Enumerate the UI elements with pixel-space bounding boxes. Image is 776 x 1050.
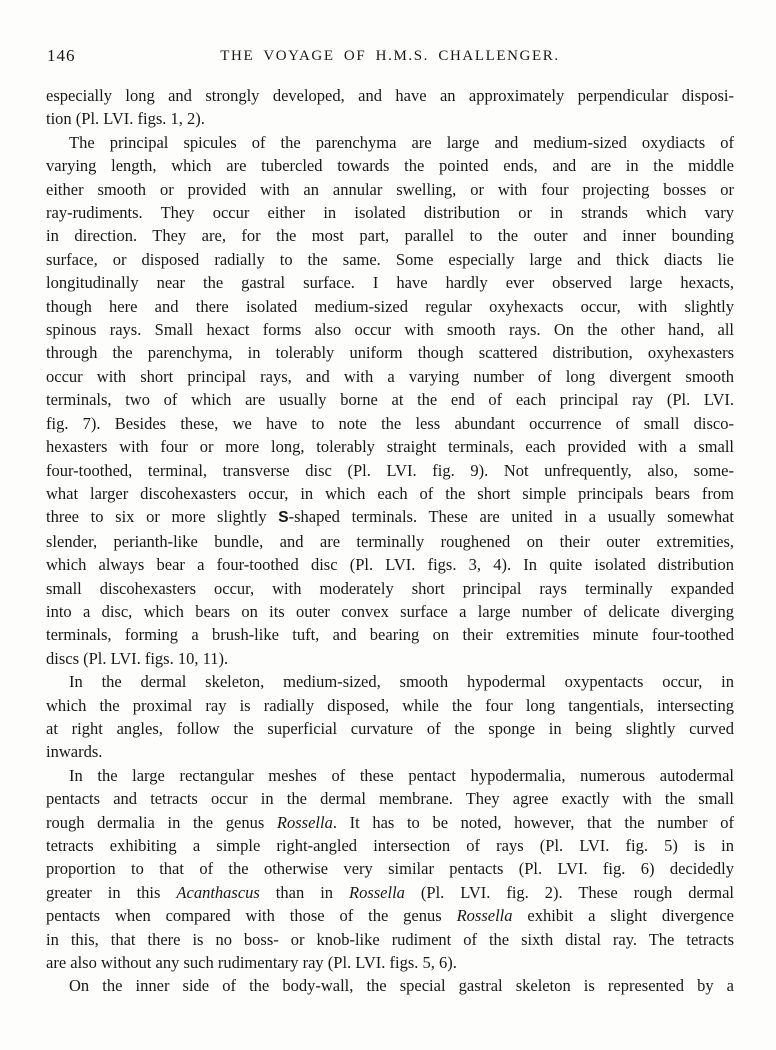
text-line: into a disc, which bears on its outer convex surface a large number of delicate diverging — [46, 601, 734, 621]
text-line: four-toothed, terminal, transverse disc (Pl. LVI. fig. 9). Not unfrequently, also, some- — [46, 460, 734, 480]
text-line: slender, perianth-like bundle, and are terminally roughened on their outer extremities, — [46, 531, 734, 551]
text-line: through the parenchyma, in tolerably uniform though scattered distribution, oxyhexasters — [46, 343, 734, 363]
text-line: In the dermal skeleton, medium-sized, smooth hypodermal oxypentacts occur, in — [69, 672, 734, 692]
text-line: pentacts and tetracts occur in the dermal membrane. They agree exactly with the small — [46, 789, 734, 809]
text-line: though here and there isolated medium-sized regular oxyhexacts occur, with slightly — [46, 296, 734, 316]
text-line: small discohexasters occur, with moderately short principal rays terminally expanded — [46, 578, 734, 598]
running-head — [46, 46, 734, 68]
text-line: occur with short principal rays, and with a varying number of long divergent smooth — [46, 366, 734, 386]
text-line: at right angles, follow the superficial curvature of the sponge in being slightly curved — [46, 718, 734, 738]
running-title: THE VOYAGE OF H.M.S. CHALLENGER. — [220, 48, 560, 64]
text-line: in direction. They are, for the most part, parallel to the outer and inner bounding — [46, 226, 734, 246]
paragraph — [46, 670, 734, 764]
page-number: 146 — [47, 46, 76, 65]
text-line: especially long and strongly developed, and have an approximately perpendicular disposi- — [46, 86, 734, 105]
text-line: are also without any such rudimentary ray (Pl. LVI. figs. 5, 6). — [46, 953, 457, 973]
text-line: fig. 7). Besides these, we have to note the less abundant occurrence of small disco- — [46, 413, 734, 433]
text-line: rough dermalia in the genus Rossella. It has to be noted, however, that the number of — [46, 812, 734, 832]
text-line: terminals, forming a brush-like tuft, and bearing on their extremities minute four-toothed — [46, 625, 734, 645]
text-line: terminals, two of which are usually borne at the end of each principal ray (Pl. LVI. — [46, 390, 734, 410]
text-line: pentacts when compared with those of the genus Rossella exhibit a slight divergence — [46, 906, 734, 926]
text-line: either smooth or provided with an annular swelling, or with four projecting bosses or — [46, 179, 734, 199]
text-line: varying length, which are tubercled towards the pointed ends, and are in the middle — [46, 156, 734, 176]
text-line: proportion to that of the otherwise very similar pentacts (Pl. LVI. fig. 6) decidedly — [46, 859, 734, 879]
text-line: spinous rays. Small hexact forms also occur with smooth rays. On the other hand, all — [46, 320, 734, 340]
text-line: three to six or more slightly S-shaped terminals. These are united in a usually somewhat — [46, 507, 734, 527]
paragraph — [46, 131, 734, 670]
text-line: which always bear a four-toothed disc (Pl. LVI. figs. 3, 4). In quite isolated distribution — [46, 555, 734, 575]
paragraph — [46, 84, 734, 131]
text-line: tion (Pl. LVI. figs. 1, 2). — [46, 109, 205, 129]
paragraph — [46, 764, 734, 975]
text-line: hexasters with four or more long, tolerably straight terminals, each provided with a small — [46, 437, 734, 457]
text-line: ray-rudiments. They occur either in isolated distribution or in strands which vary — [46, 203, 734, 223]
text-line: discs (Pl. LVI. figs. 10, 11). — [46, 648, 229, 668]
text-line: surface, or disposed radially to the same. Some especially large and thick diacts lie — [46, 249, 734, 269]
text-line: The principal spicules of the parenchyma are large and medium-sized oxydiacts of — [69, 132, 734, 152]
text-block — [46, 84, 734, 998]
text-line: greater in this Acanthascus than in Rossella (Pl. LVI. fig. 2). These rough dermal — [46, 882, 735, 902]
sans-serif-S-glyph: S — [278, 509, 289, 527]
text-line: inwards. — [46, 742, 103, 762]
text-line: longitudinally near the gastral surface. I have hardly ever observed large hexacts, — [46, 273, 734, 293]
paragraph — [46, 974, 734, 997]
text-line: On the inner side of the body-wall, the special gastral skeleton is represented by a — [69, 976, 734, 996]
text-line: In the large rectangular meshes of these pentact hypodermalia, numerous autodermal — [69, 765, 734, 785]
text-line: tetracts exhibiting a simple right-angled intersection of rays (Pl. LVI. fig. 5) is in — [46, 836, 734, 855]
text-line: what larger discohexasters occur, in which each of the short simple principals bears from — [46, 483, 734, 503]
text-line: in this, that there is no boss- or knob-like rudiment of the sixth distal ray. The tetracts — [46, 929, 734, 949]
text-line: which the proximal ray is radially disposed, while the four long tangentials, intersecting — [46, 695, 734, 715]
